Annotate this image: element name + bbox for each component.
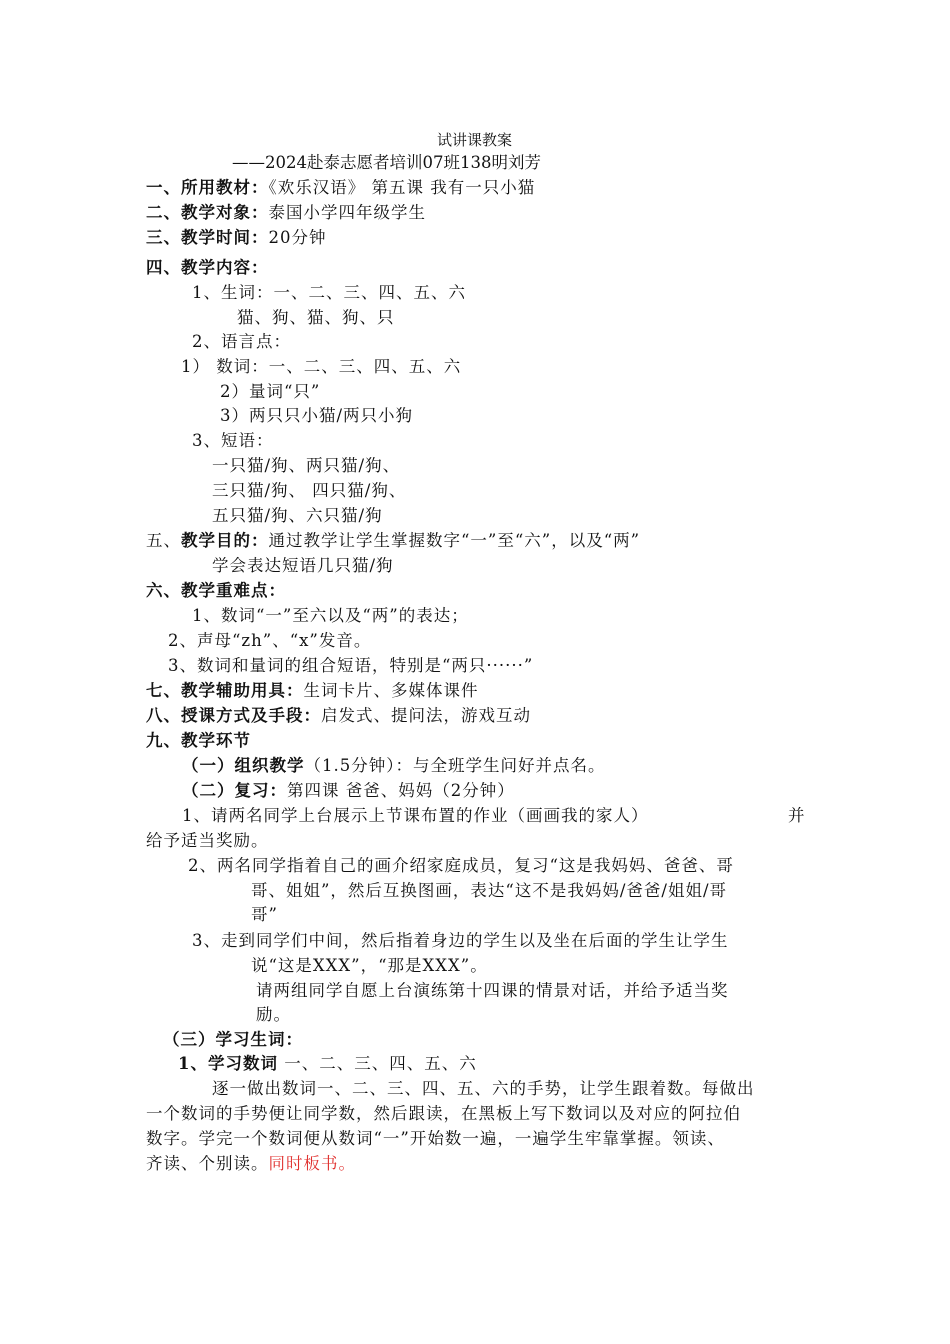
section-label: 七、教学辅助用具： [146,681,304,700]
part-value: （1.5分钟）：与全班学生问好并点名。 [304,756,606,775]
section-materials [146,177,535,199]
content-line: 3、短语： [192,431,274,450]
paragraph-line: 数字。学完一个数词便从数词“一”开始数一遍，一遍学生牢靠掌握。领读、 [146,1129,725,1148]
doc-subtitle: ——2024赴泰志愿者培训07班138明刘芳 [232,153,541,172]
review-line: 哥” [251,905,278,924]
vocab-value: 一、二、三、四、五、六 [284,1054,477,1073]
review-line: 2、两名同学指着自己的画介绍家庭成员，复习“这是我妈妈、爸爸、哥 [188,856,734,875]
content-line: 三只猫/狗、 四只猫/狗、 [212,481,407,500]
review-line: 说“这是XXX”，“那是XXX”。 [251,956,488,975]
key-point-line: 3、数词和量词的组合短语，特别是“两只······” [168,656,534,675]
vocab-numerals [178,1053,477,1075]
review-line: 励。 [256,1005,291,1024]
review-line: 给予适当奖励。 [146,831,269,850]
content-line: 2）量词“只” [220,382,321,401]
procedure-part-3: （三）学习生词： [163,1030,303,1049]
section-content-label: 四、教学内容： [146,258,269,277]
content-line: 五只猫/狗、六只猫/狗 [212,506,383,525]
content-line: 3）两只只小猫/两只小狗 [220,406,414,425]
section-label: 二、教学对象： [146,203,269,222]
doc-title: 试讲课教案 [437,131,513,149]
key-point-line: 2、声母“zh”、“x”发音。 [168,631,372,650]
section-key-points-label: 六、教学重难点： [146,581,286,600]
section-value: 启发式、提问法，游戏互动 [321,706,531,725]
section-label: 八、授课方式及手段： [146,706,321,725]
section-prefix: 五、 [146,531,181,550]
section-methods [146,705,531,727]
content-line: 1、生词：一、二、三、四、五、六 [192,283,466,302]
vocab-label: 1、学习数词 [178,1054,278,1073]
content-line: 2、语言点： [192,332,291,351]
content-line: 一只猫/狗、两只猫/狗、 [212,456,401,475]
section-value: 泰国小学四年级学生 [268,203,426,222]
procedure-part-2 [182,780,515,802]
procedure-part-1 [182,755,606,777]
review-line-tail: 并 [788,806,806,825]
highlight-text: 同时板书。 [268,1154,356,1173]
section-label: 一、所用教材： [146,178,269,197]
paragraph-line-last [146,1153,356,1175]
content-line: 1） 数词：一、二、三、四、五、六 [181,357,462,376]
objectives-line2: 学会表达短语几只猫/狗 [212,556,394,575]
section-value: 生词卡片、多媒体课件 [303,681,479,700]
review-line: 请两组同学自愿上台演练第十四课的情景对话，并给予适当奖 [256,981,729,1000]
paragraph-text: 齐读、个别读。 [146,1154,269,1173]
review-line: 3、走到同学们中间，然后指着身边的学生以及坐在后面的学生让学生 [192,931,729,950]
section-aids [146,680,479,702]
section-value: 《欢乐汉语》 第五课 我有一只小猫 [268,178,536,197]
review-line: 1、请两名同学上台展示上节课布置的作业（画画我的家人） [182,806,649,825]
section-duration [146,227,327,249]
section-label: 教学目的： [181,531,269,550]
key-point-line: 1、数词“一”至六以及“两”的表达； [192,606,469,625]
section-value: 20分钟 [268,228,327,247]
section-label: 三、教学时间： [146,228,269,247]
section-objectives [146,530,640,552]
content-line: 猫、狗、猫、狗、只 [237,308,395,327]
section-value: 通过教学让学生掌握数字“一”至“六”，以及“两” [268,531,641,550]
paragraph-line: 逐一做出数词一、二、三、四、五、六的手势，让学生跟着数。每做出 [212,1079,755,1098]
part-value: 第四课 爸爸、妈妈（2分钟） [287,781,515,800]
section-procedure-label: 九、教学环节 [146,731,251,750]
section-audience [146,202,426,224]
part-label: （一）组织教学 [182,756,305,775]
part-label: （二）复习： [182,781,287,800]
review-line: 哥、姐姐”，然后互换图画，表达“这不是我妈妈/爸爸/姐姐/哥 [251,881,728,900]
paragraph-line: 一个数词的手势便让同学数，然后跟读，在黑板上写下数词以及对应的阿拉伯 [146,1104,741,1123]
